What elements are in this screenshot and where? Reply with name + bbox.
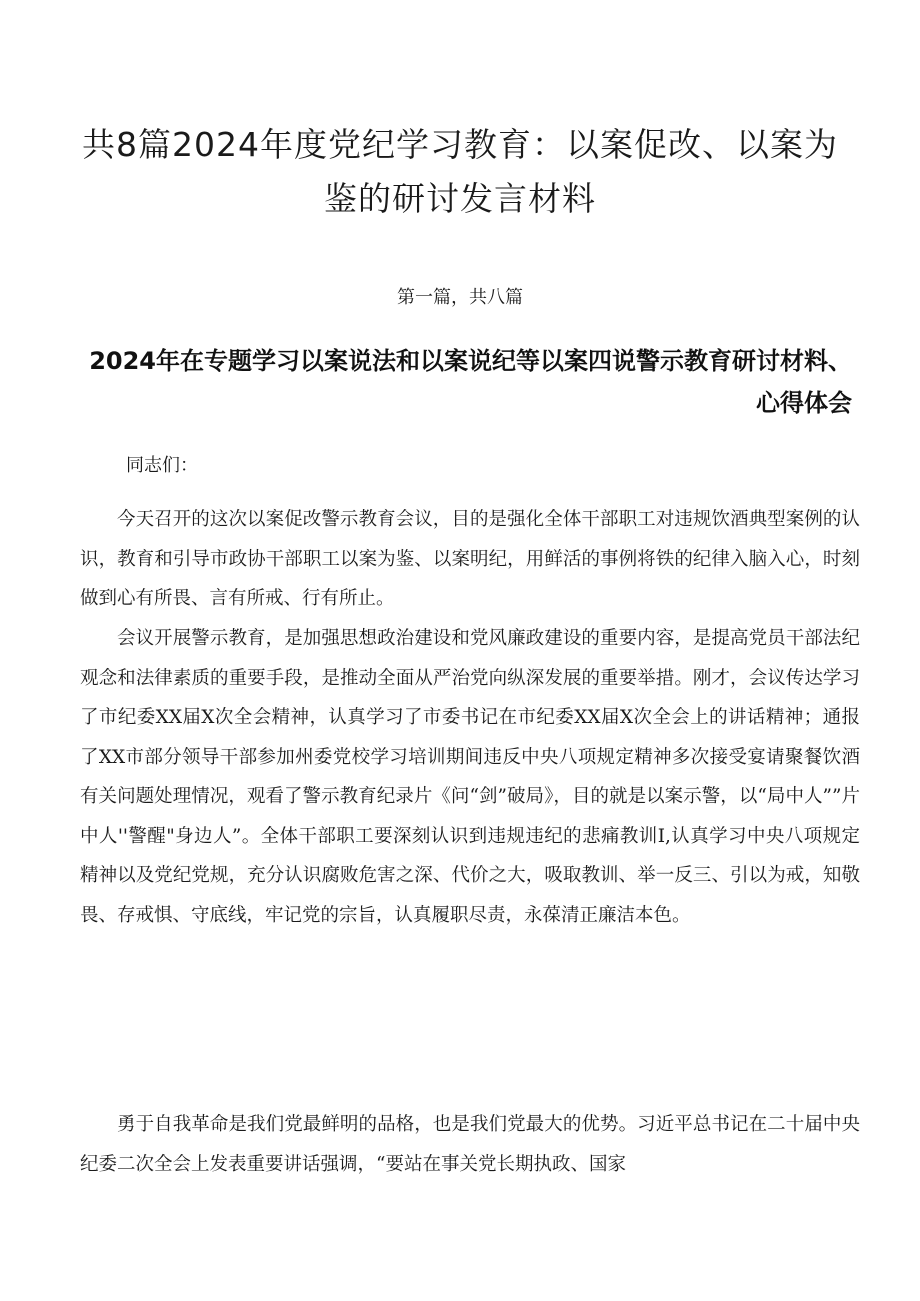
article-subtitle: 2024年在专题学习以案说法和以案说纪等以案四说警示教育研讨材料、心得体会: [89, 347, 852, 417]
body-paragraph: 会议开展警示教育，是加强思想政治建设和党风廉政建设的重要内容，是提高党员干部法纪观念和法律素质的重要手段，是推动全面从严治党向纵深发展的重要举措。刚才，会议传达学习了市纪委XX届X次全会精神，认真学习了市委书记在市纪委XX届X次全会上的讲话精神；通报了XX市部分领导干部参加州委党校学习培训期间违反中央八项规定精神多次接受宴请聚餐饮酒有关问题处理情况，观看了警示教育纪录片《问“剑”破局》，目的就是以案示警，以“局中人””片中人''警醒"身边人”。全体干部职工要深刻认识到违规违纪的悲痛教训I,认真学习中央八项规定精神以及党纪党规，充分认识腐败危害之深、代价之大，吸取教训、举一反三、引以为戒，知敬畏、存戒惧、守底线，牢记党的宗旨，认真履职尽责，永葆清正廉洁本色。: [80, 628, 860, 926]
part-label: 第一篇，共八篇: [397, 287, 523, 308]
salutation: 同志们：: [126, 455, 198, 476]
body-paragraph: 今天召开的这次以案促改警示教育会议，目的是强化全体干部职工对违规饮酒典型案例的认识，教育和引导市政协干部职工以案为鉴、以案明纪，用鲜活的事例将铁的纪律入脑入心，时刻做到心有所畏、言有所戒、行有所止。: [80, 509, 860, 609]
document-title: 共8篇2024年度党纪学习教育：以案促改、以案为鉴的研讨发言材料: [82, 125, 838, 218]
body-paragraph: 勇于自我革命是我们党最鲜明的品格，也是我们党最大的优势。习近平总书记在二十届中央纪委二次全会上发表重要讲话强调，“要站在事关党长期执政、国家: [80, 1114, 860, 1175]
